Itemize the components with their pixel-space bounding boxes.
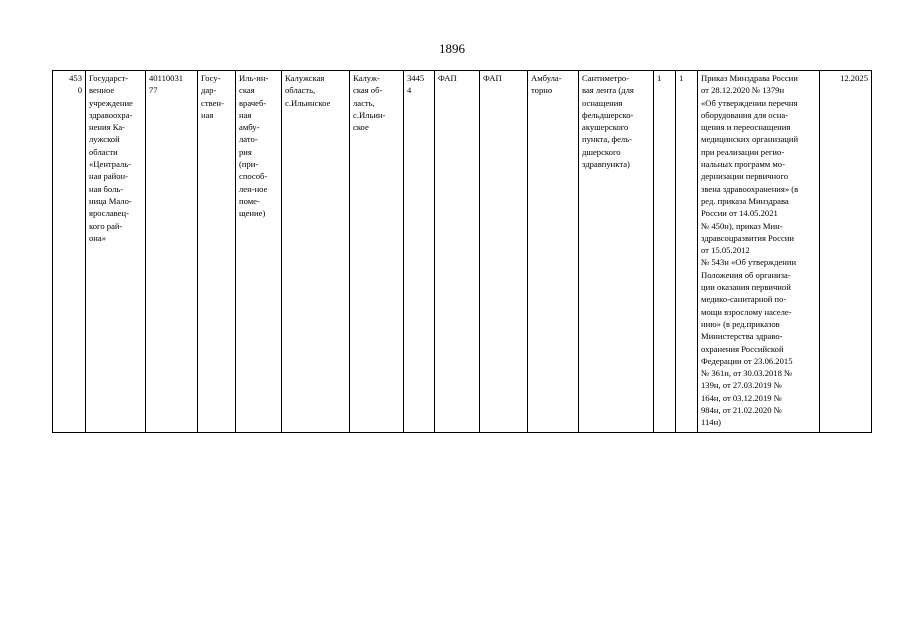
cell-qty-actual bbox=[676, 71, 698, 433]
cell-line: 453 bbox=[69, 73, 82, 83]
cell-line: медицинских организаций bbox=[701, 134, 799, 145]
table-row bbox=[53, 71, 872, 433]
cell-line: врачеб- bbox=[239, 97, 267, 108]
cell-line: ская bbox=[239, 85, 255, 96]
cell-line: 164н, от 03.12.2019 № bbox=[701, 392, 782, 403]
cell-line: ФАП bbox=[483, 73, 502, 83]
cell-line: Госу- bbox=[201, 73, 221, 83]
cell-line: области bbox=[89, 146, 118, 157]
cell-line: 12.2025 bbox=[840, 73, 868, 83]
cell-line: оснащения bbox=[582, 97, 623, 108]
cell-line: 4 bbox=[407, 85, 412, 96]
cell-line: ласть, bbox=[353, 97, 375, 108]
cell-line: ская об- bbox=[353, 85, 383, 96]
cell-line: щение) bbox=[239, 208, 266, 219]
cell-line: «Об утверждении перечня bbox=[701, 97, 798, 108]
cell-line: торно bbox=[531, 85, 553, 96]
cell-line: нения Ка- bbox=[89, 122, 126, 133]
cell-line: щения и переоснащения bbox=[701, 122, 791, 133]
cell-line: № 543н «Об утверждении bbox=[701, 257, 797, 268]
cell-line: 1 bbox=[679, 73, 684, 83]
cell-line: учреждение bbox=[89, 97, 133, 108]
page-number: 1896 bbox=[439, 41, 465, 56]
cell-line: с.Ильинское bbox=[285, 97, 331, 108]
cell-line: дшерского bbox=[582, 146, 621, 157]
cell-line: медико-санитарной по- bbox=[701, 294, 787, 305]
cell-line: Сантиметро- bbox=[582, 73, 630, 83]
cell-code bbox=[404, 71, 435, 433]
cell-settlement bbox=[350, 71, 404, 433]
cell-line: рия bbox=[239, 146, 252, 157]
cell-line: звена здравоохранения» (в bbox=[701, 183, 799, 194]
registry-table bbox=[52, 70, 872, 433]
cell-line: нию» (в ред.приказов bbox=[701, 318, 780, 329]
cell-line: Иль-ин- bbox=[239, 73, 269, 83]
cell-line: ред. приказа Минздрава bbox=[701, 195, 789, 206]
cell-line: лато- bbox=[239, 134, 258, 145]
cell-line: пункта, фель- bbox=[582, 134, 632, 145]
cell-address bbox=[282, 71, 350, 433]
cell-line: ная bbox=[239, 109, 252, 120]
cell-line: дар- bbox=[201, 85, 217, 96]
cell-line: поме- bbox=[239, 195, 260, 206]
cell-line: № 450н), приказ Мин- bbox=[701, 220, 783, 231]
cell-line: здравсоцразвития России bbox=[701, 232, 794, 243]
cell-line: оборудования для осна- bbox=[701, 109, 788, 120]
cell-equipment bbox=[579, 71, 654, 433]
cell-line: ная bbox=[201, 109, 214, 120]
cell-line: 77 bbox=[149, 85, 158, 96]
cell-line: здравоохра- bbox=[89, 109, 133, 120]
cell-line: мощи взрослому населе- bbox=[701, 306, 792, 317]
cell-care-form bbox=[528, 71, 579, 433]
cell-legal-basis bbox=[698, 71, 820, 433]
cell-unit-type-a bbox=[435, 71, 480, 433]
cell-line: здравпункта) bbox=[582, 159, 630, 170]
cell-line: венное bbox=[89, 85, 115, 96]
cell-line: 1 bbox=[657, 73, 662, 83]
cell-line: «Централь- bbox=[89, 159, 132, 170]
cell-line: лужской bbox=[89, 134, 120, 145]
cell-inn bbox=[146, 71, 198, 433]
cell-line: ции оказания первичной bbox=[701, 282, 791, 293]
cell-line: ствен- bbox=[201, 97, 224, 108]
cell-unit-type-b bbox=[480, 71, 528, 433]
cell-line: вая лента (для bbox=[582, 85, 634, 96]
cell-line: лен-ное bbox=[239, 183, 268, 194]
cell-line: России от 14.05.2021 bbox=[701, 208, 778, 219]
cell-line: кого рай- bbox=[89, 220, 123, 231]
cell-line: ское bbox=[353, 122, 369, 133]
cell-line: 3445 bbox=[407, 73, 425, 83]
cell-line: № 361н, от 30.03.2018 № bbox=[701, 368, 793, 379]
cell-line: 984н, от 21.02.2020 № bbox=[701, 405, 782, 416]
cell-line: ярославец- bbox=[89, 208, 129, 219]
cell-facility bbox=[236, 71, 282, 433]
cell-line: охранения Российской bbox=[701, 343, 784, 354]
cell-line: нальных программ мо- bbox=[701, 159, 785, 170]
cell-line: от 15.05.2012 bbox=[701, 245, 750, 256]
cell-line: 114н) bbox=[701, 417, 722, 428]
cell-line: 0 bbox=[77, 85, 82, 96]
cell-line: дернизации первичного bbox=[701, 171, 789, 182]
cell-organization bbox=[86, 71, 146, 433]
cell-line: акушерского bbox=[582, 122, 629, 133]
cell-line: при реализации регио- bbox=[701, 146, 785, 157]
cell-line: 40110031 bbox=[149, 73, 184, 83]
cell-line: она» bbox=[89, 232, 107, 243]
cell-line: область, bbox=[285, 85, 316, 96]
cell-line: фельдшерско- bbox=[582, 109, 634, 120]
cell-line: амбу- bbox=[239, 122, 260, 133]
cell-line: ФАП bbox=[438, 73, 457, 83]
cell-deadline bbox=[820, 71, 872, 433]
cell-line: ница Мало- bbox=[89, 195, 132, 206]
cell-line: 139н, от 27.03.2019 № bbox=[701, 380, 782, 391]
cell-line: (при- bbox=[239, 159, 259, 170]
cell-qty-required bbox=[654, 71, 676, 433]
cell-ownership bbox=[198, 71, 236, 433]
cell-line: Положения об организа- bbox=[701, 269, 791, 280]
cell-line: с.Ильин- bbox=[353, 109, 386, 120]
cell-index bbox=[53, 71, 86, 433]
cell-line: Государст- bbox=[89, 73, 129, 83]
cell-line: от 28.12.2020 № 1379н bbox=[701, 85, 785, 96]
cell-line: ная боль- bbox=[89, 183, 124, 194]
cell-line: способ- bbox=[239, 171, 268, 182]
cell-line: Амбула- bbox=[531, 73, 562, 83]
cell-line: Федерации от 23.06.2015 bbox=[701, 355, 793, 366]
cell-line: ная район- bbox=[89, 171, 128, 182]
cell-line: Министерства здраво- bbox=[701, 331, 783, 342]
cell-line: Приказ Минздрава России bbox=[701, 73, 798, 83]
cell-line: Калуж- bbox=[353, 73, 380, 83]
cell-line: Калужская bbox=[285, 73, 325, 83]
